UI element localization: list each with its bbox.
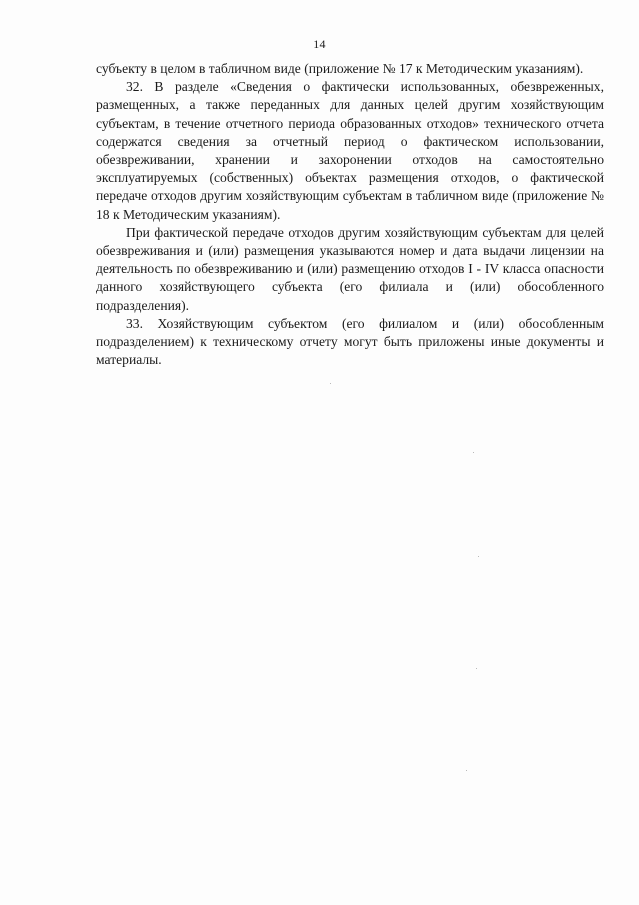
scan-speck	[466, 770, 467, 771]
paragraph-continuation: субъекту в целом в табличном виде (приложение № 17 к Методическим указаниям).	[96, 61, 584, 76]
scan-speck	[330, 383, 331, 384]
page-number: 14	[313, 37, 326, 51]
paragraph-license-info: При фактической передаче отходов другим хозяйствующим субъектам для целей обезвреживания и (или) размещения указываются номер и дата выдачи лицензии на деятельность по обезвреживанию и (или) размещению отходов I - IV класса опасности данного хозяйствующего субъекта (его филиала и (или) обособленного подразделения).	[96, 224, 604, 313]
scan-speck	[478, 556, 479, 557]
scan-speck	[473, 452, 474, 453]
scan-speck	[476, 668, 477, 669]
paragraph-32: 32. В разделе «Сведения о фактически использованных, обезвреженных, размещенных, а также переданных для данных целей другим хозяйствующим субъектам, в течение отчетного периода образованных отходов» технического отчета содержатся сведения за отчетный период о фактическом использовании, обезвреживании, хранении и захоронении отходов на самостоятельно эксплуатируемых (собственных) объектах размещения отходов, о фактической передаче отходов другим хозяйствующим субъектам в табличном виде (приложение № 18 к Методическим указаниям).	[96, 79, 604, 222]
paragraph-33: 33. Хозяйствующим субъектом (его филиалом и (или) обособленным подразделением) к техническому отчету могут быть приложены иные документы и материалы.	[96, 315, 604, 368]
document-body	[96, 60, 604, 369]
